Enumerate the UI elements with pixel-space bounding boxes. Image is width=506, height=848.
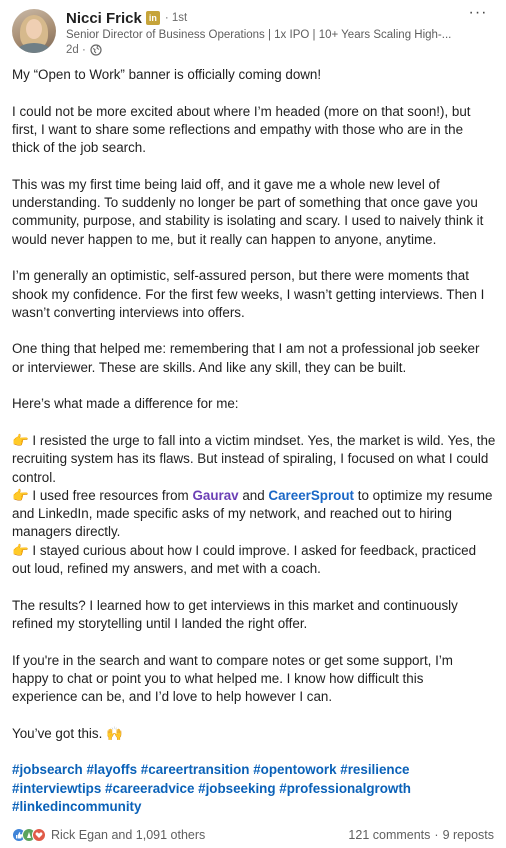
text-line: One thing that helped me: remembering that I am not a professional job seeker: [12, 341, 480, 357]
globe-icon: [90, 44, 102, 56]
text-line: refined my storytelling until I landed the right offer.: [12, 615, 308, 631]
paragraph-1: My “Open to Work” banner is officially coming down!: [12, 67, 322, 82]
paragraph-5: [12, 340, 498, 377]
bullet-1-line: [12, 432, 498, 450]
engagement-counts: [348, 828, 494, 842]
love-reaction-icon: [32, 828, 46, 842]
text-line: The results? I learned how to get interviews in this market and continuously: [12, 597, 458, 613]
author-headline: Senior Director of Business Operations | 1x IPO | 10+ Years Scaling High-...: [66, 29, 452, 41]
text-line: shook my confidence. For the first few weeks, I wasn’t getting interviews. Then I: [12, 286, 485, 302]
hashtag-link[interactable]: #jobsearch: [12, 762, 83, 778]
author-name-row: [66, 8, 187, 28]
hashtag-line-3: [12, 798, 498, 816]
hashtag-block: [12, 761, 498, 816]
bullet-2-suffix: to optimize my resume: [357, 487, 493, 503]
avatar-shirt: [16, 43, 52, 53]
hashtag-line-1: [12, 761, 498, 779]
reaction-icons[interactable]: [12, 828, 46, 842]
text-line: control.: [12, 469, 56, 485]
paragraph-8: [12, 652, 498, 707]
text-line: recruiting system has its flaws. But instead of spiraling, I focused on what I could: [12, 451, 489, 467]
hashtag-link[interactable]: #careertransition: [140, 762, 250, 778]
text-line: would never happen to me, but it really can happen to anyone, anytime.: [12, 231, 437, 247]
post-meta: [66, 44, 102, 56]
mention-careersprout[interactable]: CareerSprout: [268, 487, 354, 503]
bullet-2-prefix: I used free resources from: [32, 487, 189, 503]
connection-degree: · 1st: [164, 12, 188, 24]
paragraph-6: Here’s what made a difference for me:: [12, 396, 239, 412]
text-line: experience can be, and I’d love to help however I can.: [12, 689, 333, 705]
text-line: and LinkedIn, made specific asks of my network, and reached out to hiring: [12, 506, 452, 522]
hashtag-link[interactable]: #careeradvice: [105, 780, 195, 796]
text-line: first, I want to share some reflections and empathy with those who are in the: [12, 121, 464, 137]
text-line: happy to chat or point you to what helped me. I know how difficult this: [12, 670, 424, 686]
bullet-3-line: [12, 542, 498, 560]
post-body: [12, 66, 498, 816]
separator-dot: ·: [434, 828, 439, 842]
paragraph-9: You’ve got this. 🙌: [12, 725, 123, 741]
paragraph-2: [12, 103, 498, 158]
hashtag-link[interactable]: #linkedincommunity: [12, 798, 142, 814]
text-line: or interviewer. These are skills. And like any skill, they can be built.: [12, 359, 407, 375]
pointing-hand-icon: 👉: [12, 487, 29, 503]
hashtag-link[interactable]: #layoffs: [86, 762, 138, 778]
hashtag-link[interactable]: #resilience: [340, 762, 410, 778]
text-line: thick of the job search.: [12, 140, 146, 156]
author-avatar[interactable]: [12, 9, 56, 53]
bullet-3-text: I stayed curious about how I could improve. I asked for feedback, practiced: [32, 542, 477, 558]
text-line: community, purpose, and stability is isolating and scary. I used to naively think it: [12, 213, 484, 229]
hashtag-link[interactable]: #jobseeking: [198, 780, 276, 796]
reposts-count-link[interactable]: 9 reposts: [442, 828, 494, 842]
post-header: [0, 0, 506, 64]
text-line: wasn’t converting interviews into offers.: [12, 304, 245, 320]
bullet-2-line: [12, 487, 498, 505]
reactions-count-text[interactable]: Rick Egan and 1,091 others: [51, 828, 206, 842]
hashtag-link[interactable]: #opentowork: [253, 762, 337, 778]
hashtag-line-2: [12, 780, 498, 798]
pointing-hand-icon: 👉: [12, 432, 29, 448]
reactions-summary[interactable]: [12, 828, 205, 842]
avatar-face: [26, 19, 42, 39]
hashtag-link[interactable]: #interviewtips: [12, 780, 102, 796]
text-line: I’m generally an optimistic, self-assured person, but there were moments that: [12, 268, 469, 284]
mention-gaurav[interactable]: Gaurav: [192, 487, 239, 503]
paragraph-4: [12, 267, 498, 322]
text-line: I could not be more excited about where I’m headed (more on that soon!), but: [12, 103, 471, 119]
paragraph-7: [12, 597, 498, 634]
paragraph-3: [12, 176, 498, 249]
social-counts-bar: [12, 825, 494, 845]
author-name[interactable]: Nicci Frick: [66, 9, 142, 27]
more-options-button[interactable]: ···: [468, 4, 488, 21]
hashtag-link[interactable]: #professionalgrowth: [279, 780, 411, 796]
post-time: 2d ·: [66, 44, 86, 56]
text-line: out loud, refined my answers, and met with a coach.: [12, 561, 321, 577]
bullet-2-and: and: [242, 487, 265, 503]
text-line: managers directly.: [12, 524, 121, 540]
comments-count-link[interactable]: 121 comments: [348, 828, 431, 842]
bullet-1-text: I resisted the urge to fall into a victim mindset. Yes, the market is wild. Yes, the: [32, 432, 496, 448]
text-line: This was my first time being laid off, and it gave me a whole new level of: [12, 176, 440, 192]
pointing-hand-icon: 👉: [12, 542, 29, 558]
bullet-list: [12, 432, 498, 578]
text-line: If you're in the search and want to compare notes or get some support, I’m: [12, 652, 453, 668]
linkedin-premium-icon: in: [146, 11, 160, 25]
text-line: understanding. To suddenly no longer be part of something that once gave you: [12, 195, 478, 211]
